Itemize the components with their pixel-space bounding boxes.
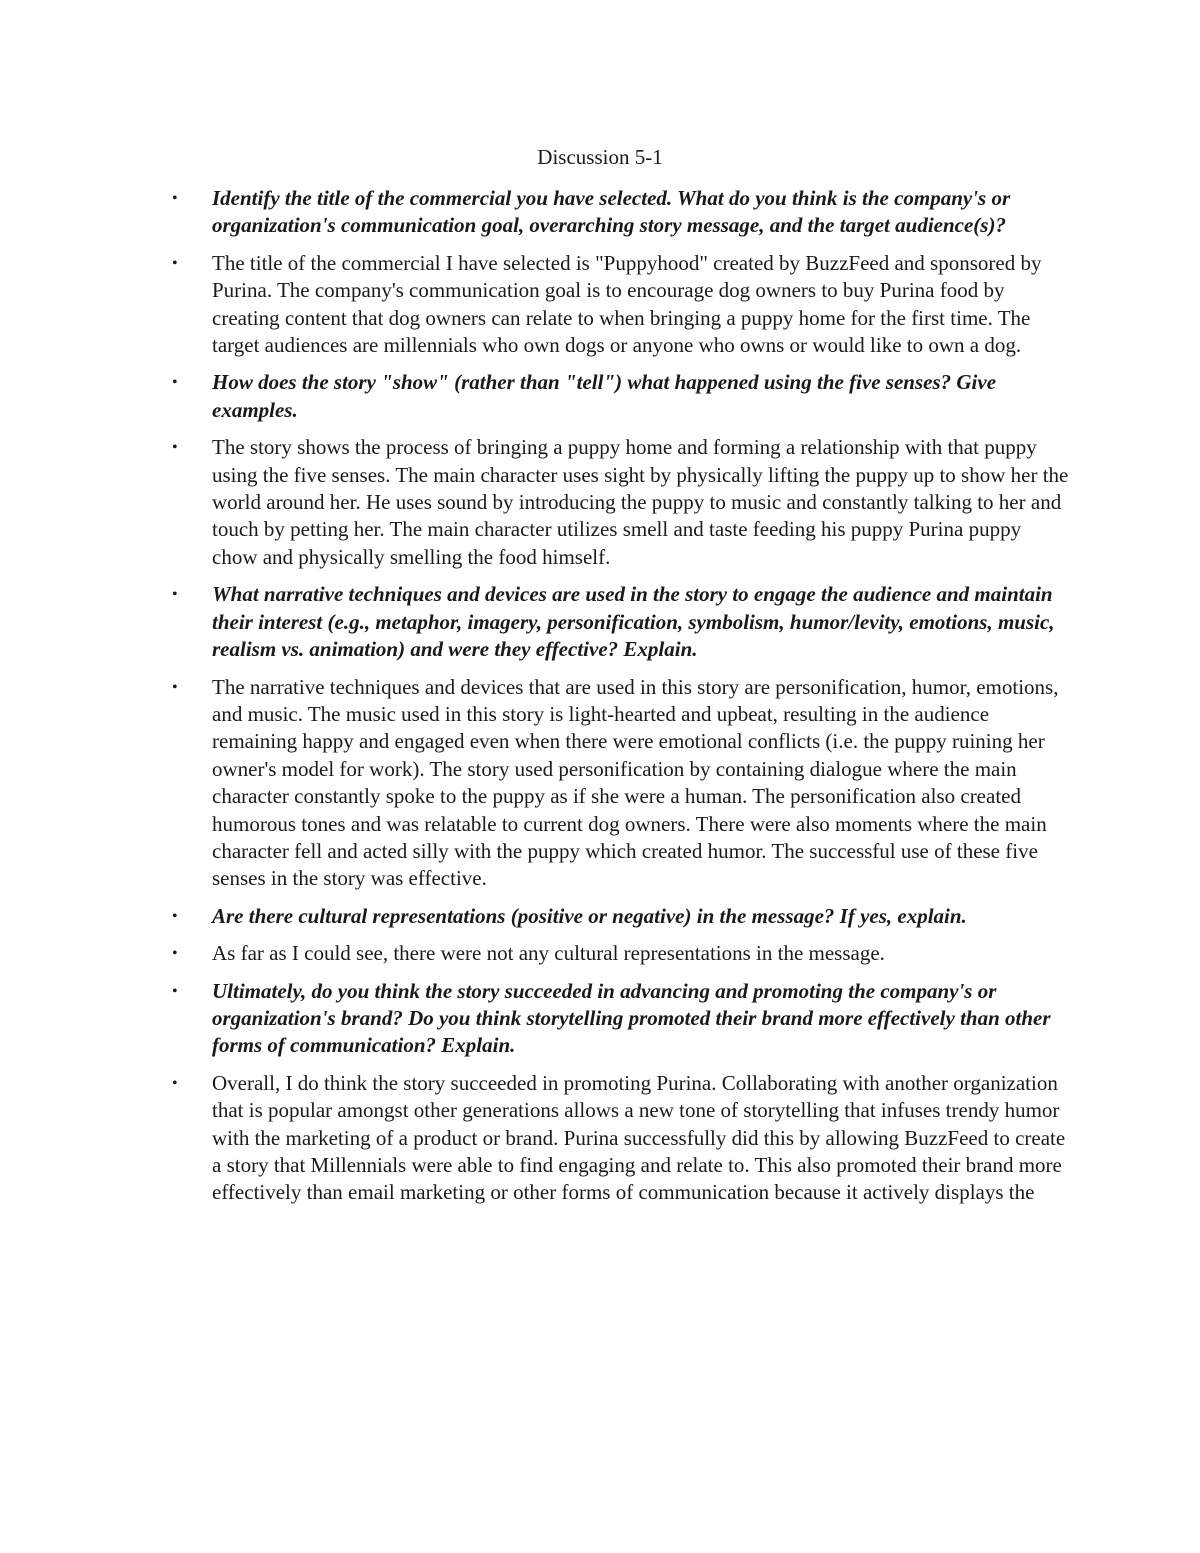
list-item-question [170, 369, 1070, 424]
answer-text: The narrative techniques and devices that are used in this story are personification, humor, emotions, and music. The music used in this story is light-hearted and upbeat, resulting in the audience remaining happy and engaged even when there were emotional conflicts (i.e. the puppy ruining her owner's model for work). The story used personification by containing dialogue where the main character constantly spoke to the puppy as if she were a human. The personification also created humorous tones and was relatable to current dog owners. There were also moments where the main character fell and acted silly with the puppy which created humor. The successful use of these five senses in the story was effective. [212, 674, 1059, 891]
list-item-answer [170, 674, 1070, 893]
bullet-icon: • [172, 190, 178, 207]
bullet-icon: • [172, 907, 178, 925]
list-item-answer [170, 1070, 1070, 1207]
answer-text: Overall, I do think the story succeeded in promoting Purina. Collaborating with another organization that is popular amongst other generations allows a new tone of storytelling that infuses trendy humor with the marketing of a product or brand. Purina successfully did this by allowing BuzzFeed to create a story that Millennials were able to find engaging and relate to. This also promoted their brand more effectively than email marketing or other forms of communication because it actively displays the [212, 1070, 1066, 1205]
list-item-answer [170, 250, 1070, 360]
question-text: What narrative techniques and devices are used in the story to engage the audience and maintain their interest (e.g., metaphor, imagery, personification, symbolism, humor/levity, emotions, music, realism vs. animation) and were they effective? Explain. [212, 582, 1055, 662]
bullet-icon: • [172, 945, 178, 963]
list-item-question [170, 185, 1070, 240]
discussion-list [170, 185, 1070, 1217]
list-item-question [170, 978, 1070, 1060]
bullet-icon: • [172, 439, 178, 457]
question-text: Ultimately, do you think the story succeeded in advancing and promoting the company's or organization's brand? Do you think storytelling promoted their brand more effectively than other forms of communication? Explain. [212, 978, 1051, 1058]
question-text: Are there cultural representations (positive or negative) in the message? If yes, explain. [212, 903, 967, 928]
list-item-question [170, 903, 1070, 930]
bullet-icon: • [172, 374, 178, 392]
bullet-icon: • [172, 982, 178, 1000]
list-item-answer [170, 940, 1070, 967]
bullet-icon: • [172, 1074, 178, 1092]
document-title: Discussion 5-1 [537, 145, 663, 169]
list-item-answer [170, 434, 1070, 571]
list-item-question [170, 581, 1070, 663]
question-text: How does the story "show" (rather than "tell") what happened using the five senses? Give examples. [212, 370, 997, 422]
answer-text: The story shows the process of bringing a puppy home and forming a relationship with that puppy using the five senses. The main character uses sight by physically lifting the puppy up to show her the world around her. He uses sound by introducing the puppy to music and constantly talking to her and touch by petting her. The main character utilizes smell and taste feeding his puppy Purina puppy chow and physically smelling the food himself. [212, 435, 1069, 569]
bullet-icon: • [172, 586, 178, 604]
bullet-icon: • [172, 254, 178, 272]
answer-text: As far as I could see, there were not any cultural representations in the message. [212, 941, 885, 966]
answer-text: The title of the commercial I have selected is "Puppyhood" created by BuzzFeed and sponsored by Purina. The company's communication goal is to encourage dog owners to buy Purina food by creating content that dog owners can relate to when bringing a puppy home for the first time. The target audiences are millennials who own dogs or anyone who owns or would like to own a dog. [212, 250, 1042, 358]
question-text: Identify the title of the commercial you have selected. What do you think is the company's or organization's communication goal, overarching story message, and the target audience(s)? [212, 186, 1011, 238]
bullet-icon: • [172, 678, 178, 696]
